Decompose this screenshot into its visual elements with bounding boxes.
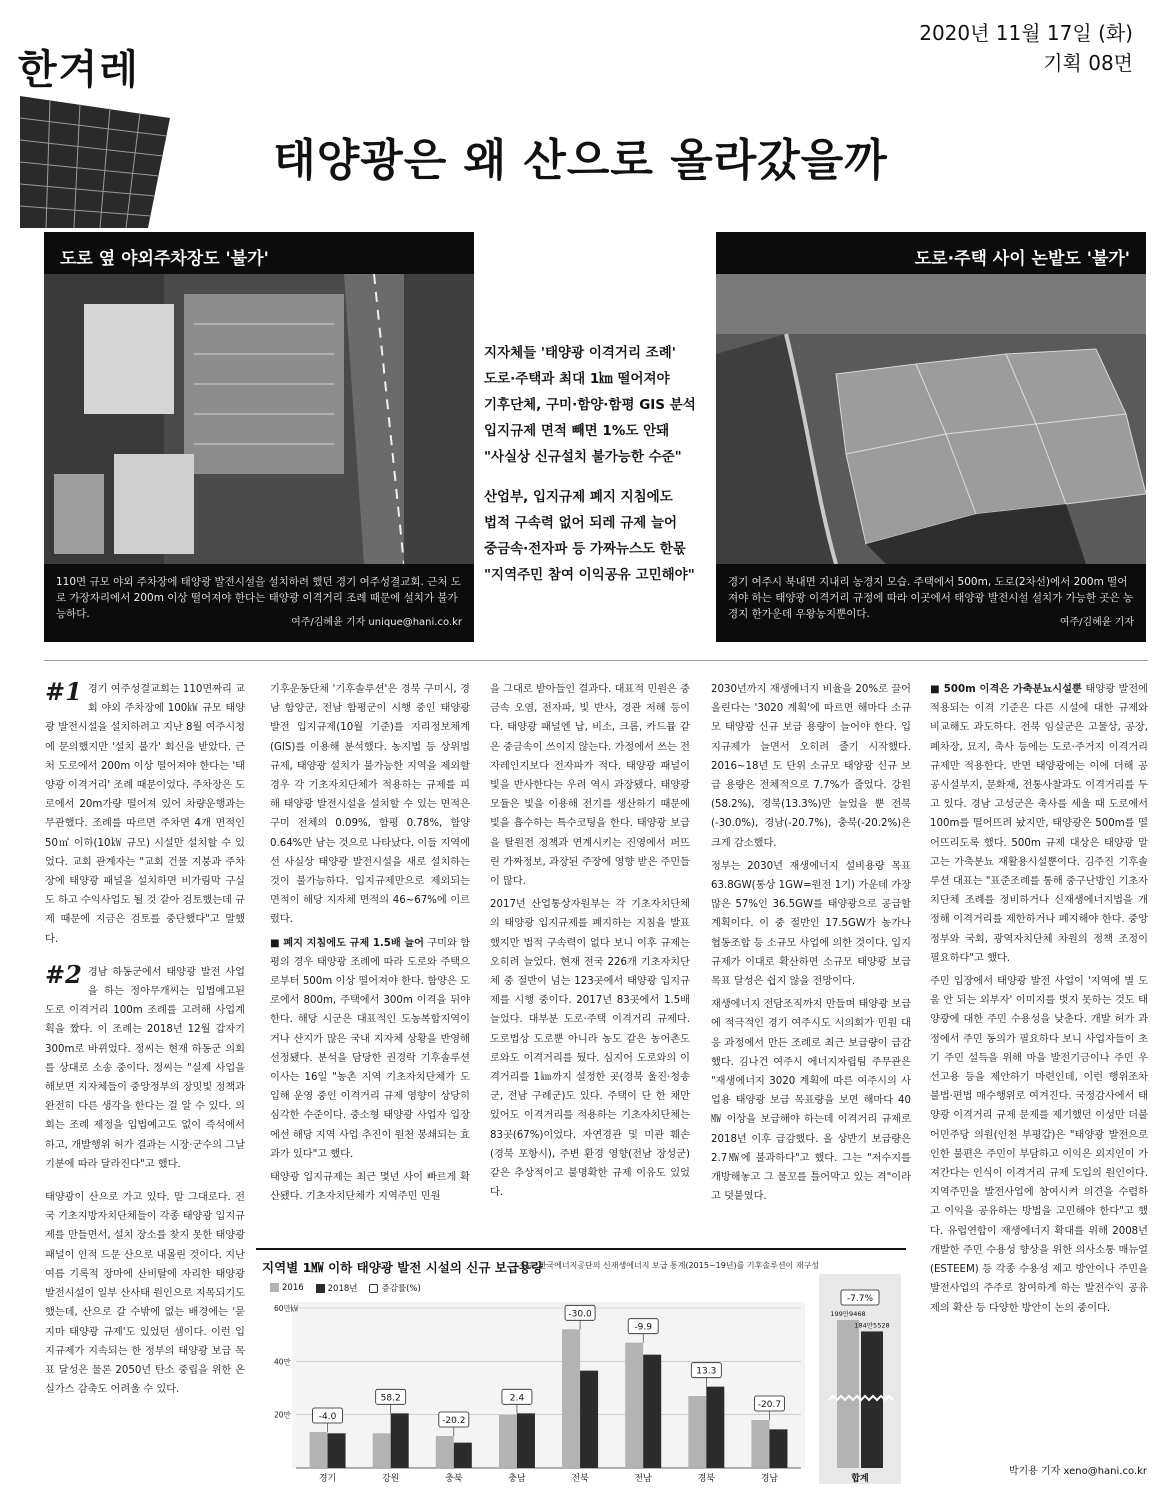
change-label: 13.3 [696,1366,717,1377]
photo-farmland [716,232,1146,642]
change-label: 58.2 [380,1393,401,1404]
deck-line: "사실상 신규설치 불가능한 수준" [484,449,682,465]
section-marker: #1 [45,677,82,706]
change-label: -4.0 [318,1412,337,1422]
section-page: 기획 08면 [1043,51,1133,75]
article-paragraph: 2017년 산업통상자원부는 각 기초자치단체의 태양광 입지규제를 폐지하는 지침을 발표했지만 법적 구속력이 없다 보니 이후 규제는 오히려 늘었다. 현재 전국 226개 기초자치단체 중 절반이 넘는 123곳에서 태양광 입지규제를 시행 중이다. 2017년 83곳에서 1.5배 늘었다. 대부분 도로·주택 이격거리 규제다. 도로법상 도로뿐 아니라 농도 같은 농어촌도로와도 이격거리를 뒀다. 심지어 도로와의 이격거리를 1㎞까지 설정한 곳(경북 울진·청송군, 전남 구례군)도 있다. 주택이 단 한 채만 있어도 이격거리를 적용하는 기초자치단체는 83곳(67%)이었다. 자연경관 및 미관 훼손(경북 포항시), 주변 환경 영향(전남 장성군) 같은 추상적이고 불명확한 규제 이유도 있었다. [490,899,690,1199]
article-column-1 [45,677,245,1403]
change-label: -20.2 [442,1416,466,1426]
section-marker: #2 [45,959,82,989]
x-tick-label: 충남 [508,1474,526,1484]
total-value-2016: 199만9468 [830,1310,866,1319]
deck-line: 법적 구속력 없어 되레 규제 늘어 [484,515,678,531]
deck-line: 기후단체, 구미·함양·함평 GIS 분석 [484,397,696,413]
x-tick-label: 전북 [571,1474,589,1484]
headline: 태양광은 왜 산으로 올라갔을까 [273,135,888,186]
article-paragraph: #1 경기 여주성결교회는 110면짜리 교회 야외 주차장에 100㎾ 규모 태양광 발전시설을 설치하려고 지난 8월 여주시청에 문의했지만 '설치 불가' 회신을 받았다. 근처 도로에서 200m 이상 떨어져야 한다는 '태양광 이격거리' 조례 때문이었다. 주차장은 도로에서 20m가량 떨어져 있어 차량운행과는 무관했다. 조례를 따르면 주차면 4개 면적인 50㎡ 이하(10㎾ 규모) 시설만 설치할 수 있었다. 교회 관계자는 "교회 건물 지붕과 주차장에 태양광 패널을 설치하면 비가림막 구실도 하고 수익사업도 될 것 같아 검토했는데 규제 때문에 지금은 검토를 중단했다"고 말했다. [45,677,245,945]
bar-2016 [310,1432,328,1468]
dateline [919,18,1133,78]
subheading: ■ 500m 이격은 가축분뇨시설뿐 [930,684,1082,695]
bar-2018 [517,1413,535,1468]
bar-2016 [499,1415,517,1468]
bar-2018 [328,1433,346,1468]
bar-2018 [391,1413,409,1468]
deck-line: 도로·주택과 최대 1㎞ 떨어져야 [484,371,670,387]
publish-date: 2020년 11월 17일 (화) [919,21,1133,45]
bar-2016 [688,1396,706,1468]
masthead-logo: 한겨레 [18,47,140,93]
article-column-4 [711,680,911,1210]
x-tick-label: 경남 [760,1474,779,1484]
bar-2016 [625,1343,643,1468]
x-tick-label: 경북 [697,1474,716,1484]
chart-legend [270,1282,421,1294]
bar-2016 [436,1436,454,1468]
article-column-3 [490,680,690,1206]
chart-title: 지역별 1㎿ 이하 태양광 발전 시설의 신규 보급용량 [262,1260,544,1275]
article-paragraph: 을 그대로 받아들인 결과다. 대표적 민원은 중금속 오염, 전자파, 빛 반사, 경관 저해 등이다. 태양광 패널엔 납, 비소, 크롬, 카드뮴 같은 중금속이 쓰이지 않는다. 가정에서 쓰는 전자레인지보다 전자파가 적다. 태양광 패널이 빛을 반사한다는 우려 역시 과장됐다. 태양광 모듈은 빛을 이용해 전기를 생산하기 때문에 빛을 흡수하는 특수코팅을 한다. 태양광 보급을 탈원전 정책과 연계시키는 진영에서 퍼뜨린 가짜정보, 과장된 주장에 영향 받은 주민들이 많다. [490,684,690,888]
change-label: -20.7 [757,1400,782,1410]
bar-2018 [580,1371,598,1468]
change-label: 2.4 [509,1393,525,1404]
y-tick-label: 40만 [274,1357,291,1367]
article-column-5 [930,680,1148,1322]
photo-parking-lot [44,232,474,642]
y-tick-label: 60만㎾ [274,1304,299,1313]
aerial-farmland-image [716,274,1146,564]
photo-right-credit: 여주/김혜윤 기자 [1059,617,1134,628]
article-paragraph: 2030년까지 재생에너지 비율을 20%로 끌어올린다는 '3020 계획'에 따르면 해마다 소규모 태양광 신규 보급 용량이 늘어야 한다. 입지규제가 늘면서 오히려 줄기 시작했다. 2016~18년 도 단위 소규모 태양광 신규 보급 용량은 전체적으로 7.7%가 줄었다. 강원(58.2%), 경북(13.3%)만 늘었을 뿐 전북(-30.0%), 경남(-20.7%), 충북(-20.2%)은 크게 감소했다. [711,684,911,849]
x-tick-label: 전남 [634,1474,652,1484]
photo-right-caption: 경기 여주시 북내면 지내리 농경지 모습. 주택에서 500m, 도로(2차선)에서 200m 떨어져야 하는 태양광 이격거리 규정에 따라 이곳에서 태양광 발전시설 설치가 가능한 곳은 농경지 한가운데 우왕농지뿐이다. [728,576,1134,620]
deck-line: 입지규제 면적 빼면 1%도 안돼 [484,423,670,439]
total-bar-2016 [837,1320,859,1468]
article-paragraph: #2 경남 하동군에서 태양광 발전 사업을 하는 정아무개씨는 입법예고된 도로 이격거리 100m 조례를 고려해 사업계획을 짰다. 이 조례는 2018년 12월 갑자기 300m로 바뀌었다. 정씨는 현재 하동군 의회를 상대로 소송 중이다. 정씨는 "실제 사업을 해보면 지자체들이 중앙정부의 장밋빛 정책과 완전히 다른 생각을 한다는 걸 알 수 있다. 의회는 조례 제정을 입법예고도 없이 즉석에서 하고, 개발행위 허가 결과는 시장·군수의 그날 기분에 따라 달라진다"고 했다. [45,959,245,1170]
bar-2018 [769,1429,787,1468]
photo-left-caption: 110면 규모 야외 주차장에 태양광 발전시설을 설치하려 했던 경기 여주성결교회. 근처 도로 가장자리에서 200m 이상 떨어져야 한다는 태양광 이격거리 조례 때문에 설치가 불가능하다. [56,576,461,620]
deck-summary [484,340,708,588]
bar-chart [256,1248,906,1484]
y-tick-label: 20만 [274,1410,291,1420]
x-tick-label: 경기 [318,1474,337,1484]
total-change-label: -7.7% [846,1294,874,1304]
total-panel [819,1274,901,1484]
byline: 박기용 기자 xeno@hani.co.kr [1008,1466,1147,1477]
legend-change: 증감률(%) [369,1282,420,1294]
article-paragraph: 기후운동단체 '기후솔루션'은 경북 구미시, 경남 함양군, 전남 함평군이 시행 중인 태양광 발전 입지규제(10월 기준)를 지리정보체계(GIS)를 이용해 분석했다. 농지법 등 상위법 규제, 태양광 설치가 불가능한 지역을 제외할 경우 각 기초자치단체가 적용하는 규제를 피해 태양광 발전시설을 설치할 수 있는 면적은 구미 전체의 0.09%, 함평 0.78%, 함양 0.64%만 남는 것으로 나타났다. 이들 지역에선 사실상 태양광 발전시설을 새로 설치하는 것이 불가능하다. 입지규제만으로 제외되는 면적이 해당 지자체 면적의 46~67%에 이르렀다. [270,684,470,926]
total-category-label: 합계 [851,1474,869,1484]
aerial-parking-image [44,274,474,564]
article-paragraph: ■ 폐지 지침에도 규제 1.5배 늘어 구미와 함평의 경우 태양광 조례에 따라 도로와 주택으로부터 500m 이상 떨어져야 한다. 함양은 도로에서 800m, 주택에서 300m 이격을 뒤야 한다. 해당 시군은 대표적인 도농복합지역이거나 산지가 많은 국내 지자체 상황을 반영해 선정됐다. 분석을 담당한 권경락 기후솔루션 이사는 16일 "농촌 지역 기초자치단체가 도입해 운영 중인 이격거리 규제 영향이 상당히 심각한 수준이다. 중소형 태양광 사업자 입장에선 해당 지역 사업 추진이 원천 봉쇄되는 효과가 있다"고 했다. [270,937,470,1160]
article-paragraph: 태양광 입지규제는 최근 몇년 사이 빠르게 확산됐다. 기초자치단체가 지역주민 민원 [270,1172,470,1203]
total-bar-2018 [861,1331,883,1468]
bar-2018 [643,1355,661,1468]
change-label: -9.9 [634,1322,652,1333]
chart-source: 자료: 한국에너지공단의 신재생에너지 보급 통계(2015~19년)를 기후솔루션이 재구성 [518,1261,820,1270]
deck-line: 중금속·전자파 등 가짜뉴스도 한몫 [484,541,686,557]
bar-2016 [562,1329,580,1468]
divider [44,660,1148,661]
photo-left-label: 도로 옆 야외주차장도 '불가' [60,249,269,269]
photo-right-label: 도로·주택 사이 논밭도 '불가' [914,249,1130,269]
legend-2018: 2018년 [316,1282,358,1294]
article-paragraph: 태양광이 산으로 가고 있다. 말 그대로다. 전국 기초지방자치단체들이 각종 태양광 입지규제를 만들면서, 설치 장소를 찾지 못한 태양광 패널이 인적 드문 산으로 내몰린 것이다. 지난여름 기록적 장마에 산비탈에 자리한 태양광 발전시설이 일부 산사태 원인으로 지목되기도 했는데, 산으로 갈 수밖에 없는 배경에는 '묻지마 태양광 규제'도 있었던 셈이다. 이런 입지규제가 지속되는 한 정부의 태양광 보급 목표 달성은 물론 2050년 탄소 중립을 위한 온실가스 감축도 어려울 수 있다. [45,1192,245,1396]
x-tick-label: 강원 [381,1474,400,1484]
article-paragraph: 재생에너지 전담조직까지 만들며 태양광 보급에 적극적인 경기 여주시도 시의회가 민원 대응 과정에서 만든 조례로 최근 보급량이 급감했다. 김나건 여주시 에너지자립팀 주무관은 "재생에너지 3020 계획에 따른 여주시의 사업용 태양광 보급 목표량을 보면 해마다 40㎿ 이상을 보급해야 하는데 이격거리 규제로 2018년 이후 급감했다. 올 상반기 보급량은 2.7㎿에 불과하다"고 했다. 그는 "저수지를 개방해놓고 그 물꼬를 틀어막고 있는 격"이라고 덧붙였다. [711,999,911,1203]
photo-left-credit: 여주/김혜윤 기자 unique@hani.co.kr [291,617,462,628]
subheading: ■ 폐지 지침에도 규제 1.5배 늘어 [270,937,425,949]
deck-line: 산업부, 입지규제 폐지 지침에도 [484,489,673,505]
bar-2018 [706,1387,724,1468]
total-value-2018: 184만5528 [854,1321,890,1330]
bar-2016 [373,1433,391,1468]
legend-2016: 2016 [270,1283,304,1293]
plot-background [292,1302,805,1468]
article-paragraph: ■ 500m 이격은 가축분뇨시설뿐 태양광 발전에 적용되는 이격 기준은 다른 시설에 대한 규제와 비교해도 과도하다. 전북 임실군은 고물상, 공장, 폐차장, 묘지, 축사 등에는 도로·주거지 이격거리 규제만 적용한다. 반면 태양광에는 이에 더해 공공시설부지, 문화재, 전통사찰과도 이격거리를 두고 있다. 경남 고성군은 축사를 세울 때 도로에서 100m를 떨어뜨려 놨지만, 태양광은 500m를 떨어뜨리도록 했다. 500m 규제 대상은 태양광 말고는 가축분뇨 재활용시설뿐이다. 김주진 기후솔루션 대표는 "표준조례를 통해 중구난방인 기초자치단체 조례를 정비하거나 신재생에너지법을 개정해 이격거리를 제한하거나 폐지해야 한다. 중앙정부와 국회, 광역자치단체 차원의 정책 조정이 필요하다"고 했다. [930,684,1148,964]
change-label: -30.0 [568,1309,592,1320]
deck-line: 지자체들 '태양광 이격거리 조례' [484,345,676,361]
bar-2018 [454,1443,472,1468]
deck-line: "지역주민 참여 이익공유 고민해야" [484,567,695,583]
x-tick-label: 충북 [445,1474,463,1484]
article-paragraph: 정부는 2030년 재생에너지 설비용량 목표 63.8GW(통상 1GW=원전 1기) 가운데 가장 많은 57%인 36.5GW를 태양광으로 공급할 계획이다. 이 중 절반인 17.5GW가 농가나 협동조합 등 소규모 사업에 의한 것이다. 입지규제가 이대로 확산하면 소규모 태양광 보급 목표 달성은 쉽지 않을 전망이다. [711,860,911,988]
bar-2016 [751,1420,769,1468]
article-column-2 [270,680,470,1210]
article-paragraph: 주민 입장에서 태양광 발전 사업이 '지역에 별 도움 안 되는 외부자' 이미지를 벗지 못하는 것도 태양광에 대한 주민 수용성을 낮춘다. 개발 허가 과정에서 주민 동의가 필요하다 보니 사업자들이 초기 주민 설득을 위해 마을 발전기금이나 주민 우선고용 등을 제안하기 마련인데, 이런 행위조차 불법·편법 매수행위로 여겨진다. 국정감사에서 태양광 이격거리 규제 문제를 제기했던 이성만 더불어민주당 의원(인천 부평갑)은 "태양광 발전으로 인한 불편은 주민이 부담하고 이익은 외지인이 가져간다는 인식이 이격거리 규제 도입의 원인이다. 지역주민을 발전사업에 참여시켜 의견을 수렴하고 이익을 공유하는 방법을 고민해야 한다"고 했다. 유럽연합이 재생에너지 확대를 위해 2008년 개발한 주민 수용성 향상을 위한 의사소통 매뉴얼(ESTEEM) 등 각종 수용성 제고 방안이나 주민을 발전사업의 주주로 참여하게 하는 발전수익 공유제의 확산 등 다양한 방안이 논의 중이다. [930,976,1148,1314]
